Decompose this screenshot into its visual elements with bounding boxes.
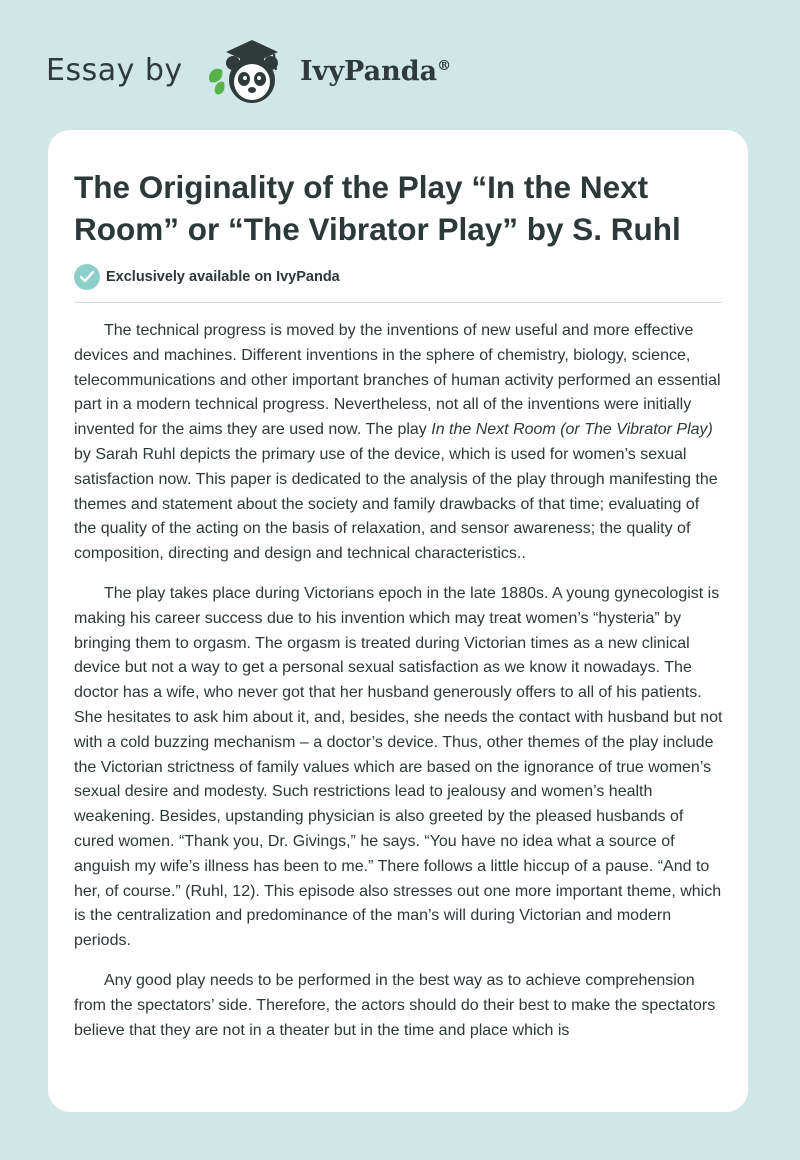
- paragraph-1: The technical progress is moved by the inventions of new useful and more effective devices and machines. Different inventions in the sphere of chemistry, biology, science, telecommunications and other important branches of human activity performed an essential part in a modern technical progress. Nevertheless, not all of the inventions were initially invented for the aims they are used now. The play In the Next Room (or The Vibrator Play) by Sarah Ruhl depicts the primary use of the device, which is used for women’s sexual satisfaction now. This paper is dedicated to the analysis of the play through manifesting the themes and statement about the society and family drawbacks of that time; evaluating of the quality of the acting on the basis of relaxation, and sensor awareness; the quality of composition, directing and design and technical characteristics..: [74, 322, 721, 563]
- play-title-italic: In the Next Room (or The Vibrator Play): [431, 421, 713, 439]
- brand-header[interactable]: [46, 36, 506, 106]
- brand-name: IvyPanda®: [300, 56, 452, 87]
- brand-prefix: Essay by: [46, 53, 183, 88]
- paragraph-3: Any good play needs to be performed in the best way as to achieve comprehension from the spectators’ side. Therefore, the actors should do their best to make the spectators believe that they are not in a theater but in the time and place which is: [74, 971, 716, 1039]
- essay-body: [74, 319, 724, 1058]
- exclusive-badge: [74, 264, 474, 290]
- divider: [74, 302, 722, 303]
- essay-title: The Originality of the Play “In the Next Room” or “The Vibrator Play” by S. Ruhl: [74, 169, 681, 247]
- check-circle-icon: [74, 264, 100, 290]
- panda-graduate-icon: [204, 36, 294, 108]
- essay-card: [48, 130, 748, 1112]
- exclusive-badge-label: Exclusively available on IvyPanda: [106, 269, 340, 285]
- paragraph-2: The play takes place during Victorians epoch in the late 1880s. A young gynecologist is making his career success due to his invention which may treat women’s “hysteria” by bringing them to orgasm. The orgasm is treated during Victorian times as a new clinical device but not a way to get a personal sexual satisfaction as we know it nowadays. The doctor has a wife, who never got that her husband generously offers to all of his patients. She hesitates to ask him about it, and, besides, she needs the contact with husband but not with a cold buzzing mechanism – a doctor’s device. Thus, other themes of the play include the Victorian strictness of family values which are based on the ignorance of true women’s sexual desire and modesty. Such restrictions lead to jealousy and women’s health weakening. Besides, upstanding physician is also greeted by the pleased husbands of cured women. “Thank you, Dr. Givings,” he says. “You have no idea what a source of anguish my wife’s illness has been to me.” There follows a little hiccup of a pause. “And to her, of course.” (Ruhl, 12). This episode also stresses out one more important theme, which is the centralization and predominance of the man’s will during Victorian and modern periods.: [74, 584, 723, 950]
